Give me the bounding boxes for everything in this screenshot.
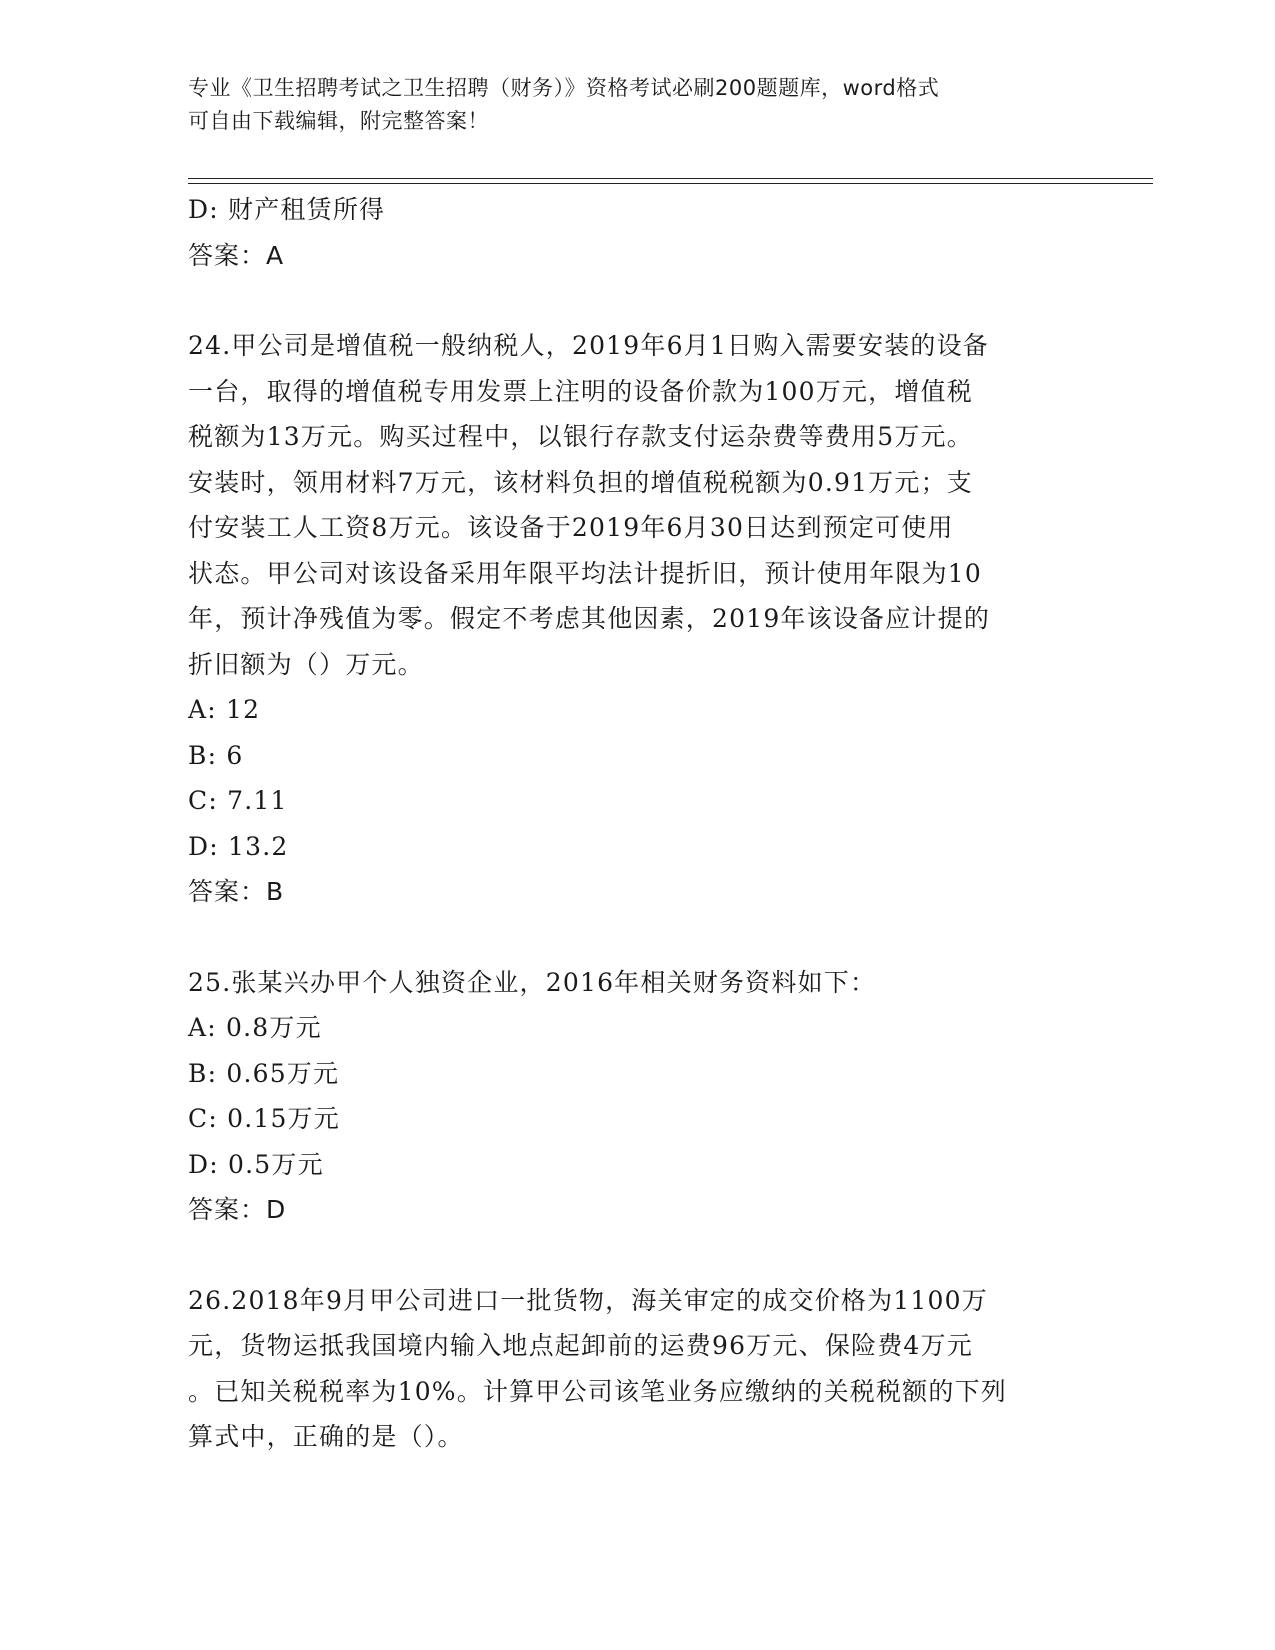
q25-option-b: B: 0.65万元 [188,1058,340,1088]
header-divider [188,178,1153,184]
q25-option-a: A: 0.8万元 [188,1013,322,1042]
spacer [188,915,1088,960]
question-content [188,187,1088,1460]
question-25 [188,960,1088,1233]
header-line-1: 专业《卫生招聘考试之卫生招聘（财务）》资格考试必刷200题题库，word格式 [188,76,940,100]
q24-stem-line: 24.甲公司是增值税一般纳税人，2019年6月1日购入需要安装的设备 [188,331,989,360]
q24-stem-line: 付安装工人工资8万元。该设备于2019年6月30日达到预定可使用 [188,513,954,542]
question-24 [188,323,1088,915]
q25-answer: 答案：D [188,1195,287,1224]
q24-stem-line: 一台，取得的增值税专用发票上注明的设备价款为100万元，增值税 [188,376,973,406]
question-26 [188,1278,1088,1460]
q24-option-d: D: 13.2 [188,831,289,861]
q25-stem-line: 25.张某兴办甲个人独资企业，2016年相关财务资料如下： [188,967,877,997]
q24-option-a: A: 12 [188,695,261,724]
q24-option-b: B: 6 [188,740,244,770]
page-header [188,72,1088,138]
q26-stem-line: 元，货物运抵我国境内输入地点起卸前的运费96万元、保险费4万元 [188,1331,973,1360]
q23-option-d: D: 财产租赁所得 [188,195,386,224]
q23-answer: 答案：A [188,240,285,270]
spacer [188,278,1088,323]
q24-stem-line: 年，预计净残值为零。假定不考虑其他因素，2019年该设备应计提的 [188,604,991,633]
q24-stem-line: 折旧额为（）万元。 [188,649,424,679]
q25-option-d: D: 0.5万元 [188,1149,324,1179]
q25-option-c: C: 0.15万元 [188,1104,340,1133]
q26-stem-line: 26.2018年9月甲公司进口一批货物，海关审定的成交价格为1100万 [188,1285,988,1315]
q24-stem-line: 税额为13万元。购买过程中，以银行存款支付运杂费等费用5万元。 [188,422,973,451]
q24-stem-line: 安装时，领用材料7万元，该材料负担的增值税税额为0.91万元；支 [188,467,973,497]
q26-stem-line: 。已知关税税率为10%。计算甲公司该笔业务应缴纳的关税税额的下列 [188,1376,1007,1406]
q24-stem-line: 状态。甲公司对该设备采用年限平均法计提折旧，预计使用年限为10 [188,558,983,588]
header-line-2: 可自由下载编辑，附完整答案！ [188,109,489,133]
q24-answer: 答案：B [188,877,285,906]
q26-stem-line: 算式中，正确的是（）。 [188,1422,464,1451]
q24-option-c: C: 7.11 [188,786,288,815]
spacer [188,1233,1088,1278]
